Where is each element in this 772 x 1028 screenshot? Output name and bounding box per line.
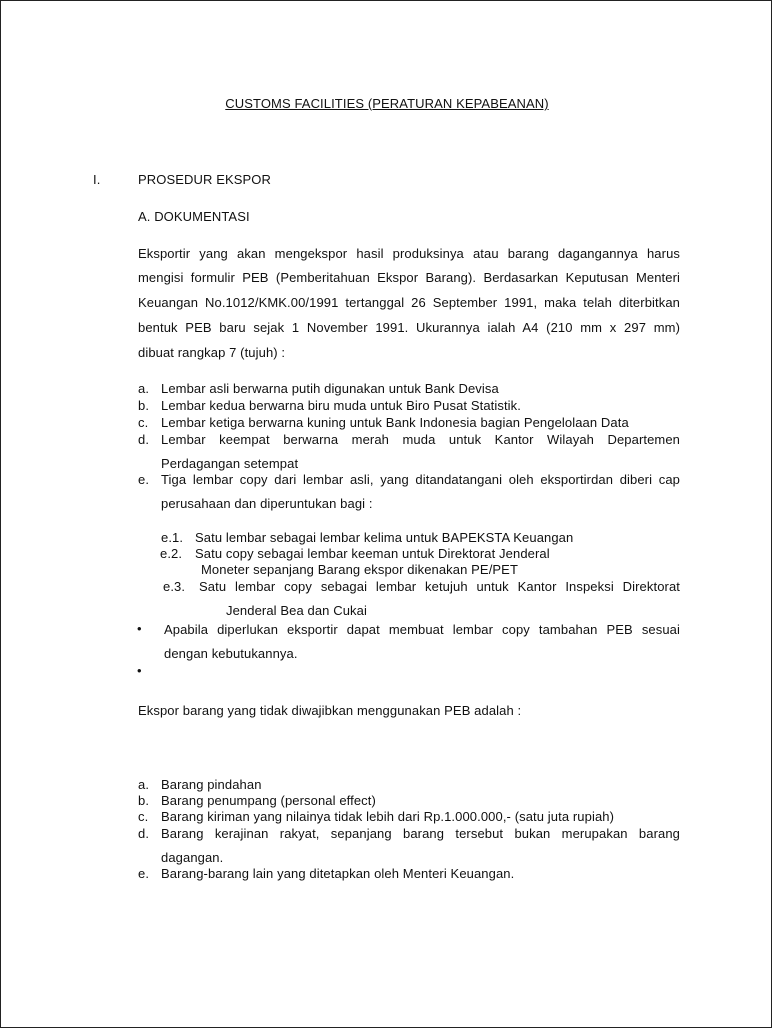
list1-e-text-line1: Tiga lembar copy dari lembar asli, yang ditandatangani oleh eksportirdan diberi cap [161,472,680,487]
list1-a-label: a. [138,381,150,396]
bullet-item-line1: Apabila diperlukan eksportir dapat membuat lembar copy tambahan PEB sesuai [164,622,680,637]
list1-a-text: Lembar asli berwarna putih digunakan untuk Bank Devisa [161,381,499,396]
sublist-e3-label: e.3. [163,579,186,594]
list1-b-text: Lembar kedua berwarna biru muda untuk Biro Pusat Statistik. [161,398,521,413]
section-number: I. [93,172,101,187]
intro-line-3: Keuangan No.1012/KMK.00/1991 tertanggal 26 September 1991, maka telah diterbitkan [138,295,680,310]
intro-line-1: Eksportir yang akan mengekspor hasil produksinya atau barang dagangannya harus [138,246,680,261]
sublist-e3-text-line2: Jenderal Bea dan Cukai [226,603,367,618]
intro-line-2: mengisi formulir PEB (Pemberitahuan Ekspor Barang). Berdasarkan Keputusan Menteri [138,270,680,285]
intro-line-5: dibuat rangkap 7 (tujuh) : [138,345,286,360]
sublist-e2-text-line1: Satu copy sebagai lembar keeman untuk Direktorat Jenderal [195,546,550,561]
list1-c-label: c. [138,415,149,430]
sublist-e2-label: e.2. [160,546,183,561]
list1-d-text-line1: Lembar keempat berwarna merah muda untuk Kantor Wilayah Departemen [161,432,680,447]
list2-d-text-line2: dagangan. [161,850,224,865]
sublist-e1-label: e.1. [161,530,184,545]
sublist-e2-text-line2: Moneter sepanjang Barang ekspor dikenakan PE/PET [201,562,518,577]
paragraph-non-peb: Ekspor barang yang tidak diwajibkan menggunakan PEB adalah : [138,703,522,718]
list1-e-label: e. [138,472,150,487]
bullet-empty-icon: • [137,663,142,678]
list2-c-label: c. [138,809,149,824]
list1-b-label: b. [138,398,150,413]
list2-c-text: Barang kiriman yang nilainya tidak lebih dari Rp.1.000.000,- (satu juta rupiah) [161,809,615,824]
list1-d-text-line2: Perdagangan setempat [161,456,299,471]
list2-b-label: b. [138,793,150,808]
list2-e-text: Barang-barang lain yang ditetapkan oleh Menteri Keuangan. [161,866,515,881]
list1-d-label: d. [138,432,150,447]
list1-e-text-line2: perusahaan dan diperuntukan bagi : [161,496,373,511]
bullet-icon: • [137,621,142,636]
list2-a-text: Barang pindahan [161,777,262,792]
list2-d-label: d. [138,826,150,841]
bullet-item-line2: dengan kebutukannya. [164,646,298,661]
subsection-heading: A. DOKUMENTASI [138,209,250,224]
list2-b-text: Barang penumpang (personal effect) [161,793,376,808]
sublist-e1-text: Satu lembar sebagai lembar kelima untuk BAPEKSTA Keuangan [195,530,574,545]
list1-c-text: Lembar ketiga berwarna kuning untuk Bank Indonesia bagian Pengelolaan Data [161,415,629,430]
section-heading: PROSEDUR EKSPOR [138,172,271,187]
list2-e-label: e. [138,866,150,881]
sublist-e3-text-line1: Satu lembar copy sebagai lembar ketujuh untuk Kantor Inspeksi Direktorat [199,579,680,594]
list2-a-label: a. [138,777,150,792]
list2-d-text-line1: Barang kerajinan rakyat, sepanjang barang tersebut bukan merupakan barang [161,826,680,841]
document-title: CUSTOMS FACILITIES (PERATURAN KEPABEANAN) [225,96,549,111]
intro-line-4: bentuk PEB baru sejak 1 November 1991. Ukurannya ialah A4 (210 mm x 297 mm) [138,320,680,335]
